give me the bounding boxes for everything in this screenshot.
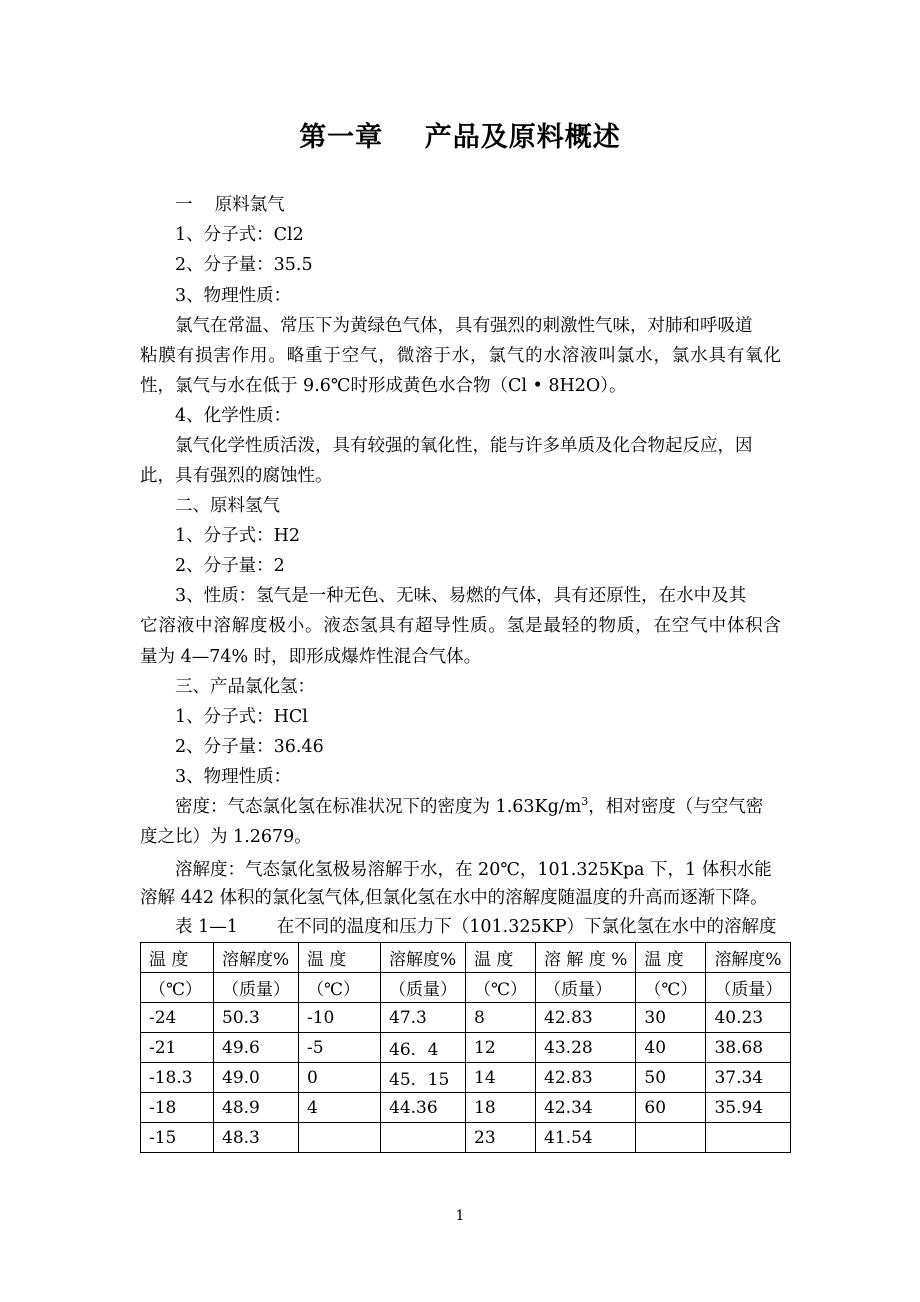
chlorine-chemical-heading: 4、化学性质： [175,406,292,426]
table-cell: 23 [466,1123,536,1153]
table-cell: 48.3 [214,1123,299,1153]
table-cell: 0 [299,1063,381,1093]
table-row [141,1003,791,1033]
table-cell: -21 [141,1033,214,1063]
header-solubility: 溶解度% [706,943,791,973]
table-cell [706,1123,791,1153]
hcl-solubility-text: 溶解度：气态氯化氢极易溶解于水，在 20℃，101.325Kpa 下，1 体积水能 [175,860,772,880]
table-cell: 44.36 [381,1093,466,1123]
hydrogen-properties-text: 3、性质：氢气是一种无色、无味、易燃的气体，具有还原性，在水中及其 [175,586,747,606]
section-heading-hydrogen: 二、原料氢气 [175,496,280,516]
chlorine-physical-text: 性，氯气与水在低于 9.6℃时形成黄色水合物（Cl • 8H2O）。 [140,376,627,396]
chlorine-chemical-text: 氯气化学性质活泼，具有较强的氧化性，能与许多单质及化合物起反应，因 [175,436,753,456]
header-solubility: 溶解度% [381,943,466,973]
header-temperature: 温 度 [141,943,214,973]
header-unit: （℃） [636,973,706,1003]
hcl-formula: 1、分子式：HCl [175,707,308,727]
header-solubility: 溶解度% [214,943,299,973]
section-heading-chlorine: 一 原料氯气 [175,195,285,215]
page-title: 第一章 产品及原料概述 [299,122,621,153]
table-cell: 14 [466,1063,536,1093]
table-cell: -15 [141,1123,214,1153]
table-cell: 4 [299,1093,381,1123]
table-header-row [141,943,791,973]
hydrogen-molecular-weight: 2、分子量：2 [175,556,285,576]
table-cell: 42.34 [536,1093,636,1123]
section-heading-hcl: 三、产品氯化氢： [175,677,315,697]
header-unit: （质量） [214,973,299,1003]
table-cell: 40.23 [706,1003,791,1033]
cubic-superscript: 3 [581,795,589,809]
table-cell: 45．15 [381,1063,466,1093]
chlorine-formula: 1、分子式：Cl2 [175,225,304,245]
header-unit: （质量） [536,973,636,1003]
table-cell: 47.3 [381,1003,466,1033]
chlorine-physical-text: 粘膜有损害作用。略重于空气，微溶于水，氯气的水溶液叫氯水，氯水具有氧化 [140,346,781,366]
solubility-table [140,942,791,1153]
table-cell: -24 [141,1003,214,1033]
table-header-row [141,973,791,1003]
table-cell: 46．4 [381,1033,466,1063]
hydrogen-properties-text: 它溶液中溶解度极小。液态氢具有超导性质。氢是最轻的物质，在空气中体积含 [140,616,781,636]
table-cell: 50 [636,1063,706,1093]
table-cell: 49.6 [214,1033,299,1063]
table-cell: -18.3 [141,1063,214,1093]
chlorine-chemical-text: 此，具有强烈的腐蚀性。 [140,466,333,486]
table-caption: 表 1—1 在不同的温度和压力下（101.325KP）下氯化氢在水中的溶解度 [175,917,777,937]
page-number: 1 [455,1208,465,1224]
chlorine-physical-heading: 3、物理性质： [175,286,292,306]
table-cell: 37.34 [706,1063,791,1093]
table-cell [381,1123,466,1153]
header-temperature: 温 度 [466,943,536,973]
table-cell: 35.94 [706,1093,791,1123]
table-row [141,1123,791,1153]
table-cell: 48.9 [214,1093,299,1123]
header-solubility: 溶 解 度 % [536,943,636,973]
table-cell: -18 [141,1093,214,1123]
table-cell: 40 [636,1033,706,1063]
table-cell: -10 [299,1003,381,1033]
hcl-density-text: 度之比）为 1.2679。 [140,827,312,847]
table-row [141,1063,791,1093]
hcl-physical-heading: 3、物理性质： [175,767,292,787]
table-cell: -5 [299,1033,381,1063]
table-cell: 49.0 [214,1063,299,1093]
hcl-molecular-weight: 2、分子量：36.46 [175,737,324,757]
table-cell: 12 [466,1033,536,1063]
table-cell: 43.28 [536,1033,636,1063]
header-unit: （质量） [706,973,791,1003]
hcl-density-text [175,792,763,822]
table-cell: 42.83 [536,1003,636,1033]
header-temperature: 温 度 [299,943,381,973]
chlorine-molecular-weight: 2、分子量：35.5 [175,255,313,275]
table-row [141,1033,791,1063]
table-cell [299,1123,381,1153]
table-cell: 41.54 [536,1123,636,1153]
table-cell: 38.68 [706,1033,791,1063]
table-cell: 42.83 [536,1063,636,1093]
table-row [141,1093,791,1123]
header-unit: （℃） [299,973,381,1003]
hydrogen-properties-text: 量为 4—74% 时，即形成爆炸性混合气体。 [140,647,482,667]
table-cell: 50.3 [214,1003,299,1033]
hcl-density-text-b: ，相对密度（与空气密 [588,797,764,817]
header-unit: （℃） [141,973,214,1003]
table-cell: 8 [466,1003,536,1033]
header-temperature: 温 度 [636,943,706,973]
chlorine-physical-text: 氯气在常温、常压下为黄绿色气体，具有强烈的刺激性气味，对肺和呼吸道 [175,316,753,336]
table-cell: 60 [636,1093,706,1123]
hcl-density-text-a: 密度：气态氯化氢在标准状况下的密度为 1.63Kg/m [175,797,582,817]
hydrogen-formula: 1、分子式：H2 [175,526,301,546]
header-unit: （质量） [381,973,466,1003]
table-cell: 30 [636,1003,706,1033]
hcl-solubility-text: 溶解 442 体积的氯化氢气体,但氯化氢在水中的溶解度随温度的升高而逐渐下降。 [140,888,768,908]
table-cell: 18 [466,1093,536,1123]
table-cell [636,1123,706,1153]
header-unit: （℃） [466,973,536,1003]
